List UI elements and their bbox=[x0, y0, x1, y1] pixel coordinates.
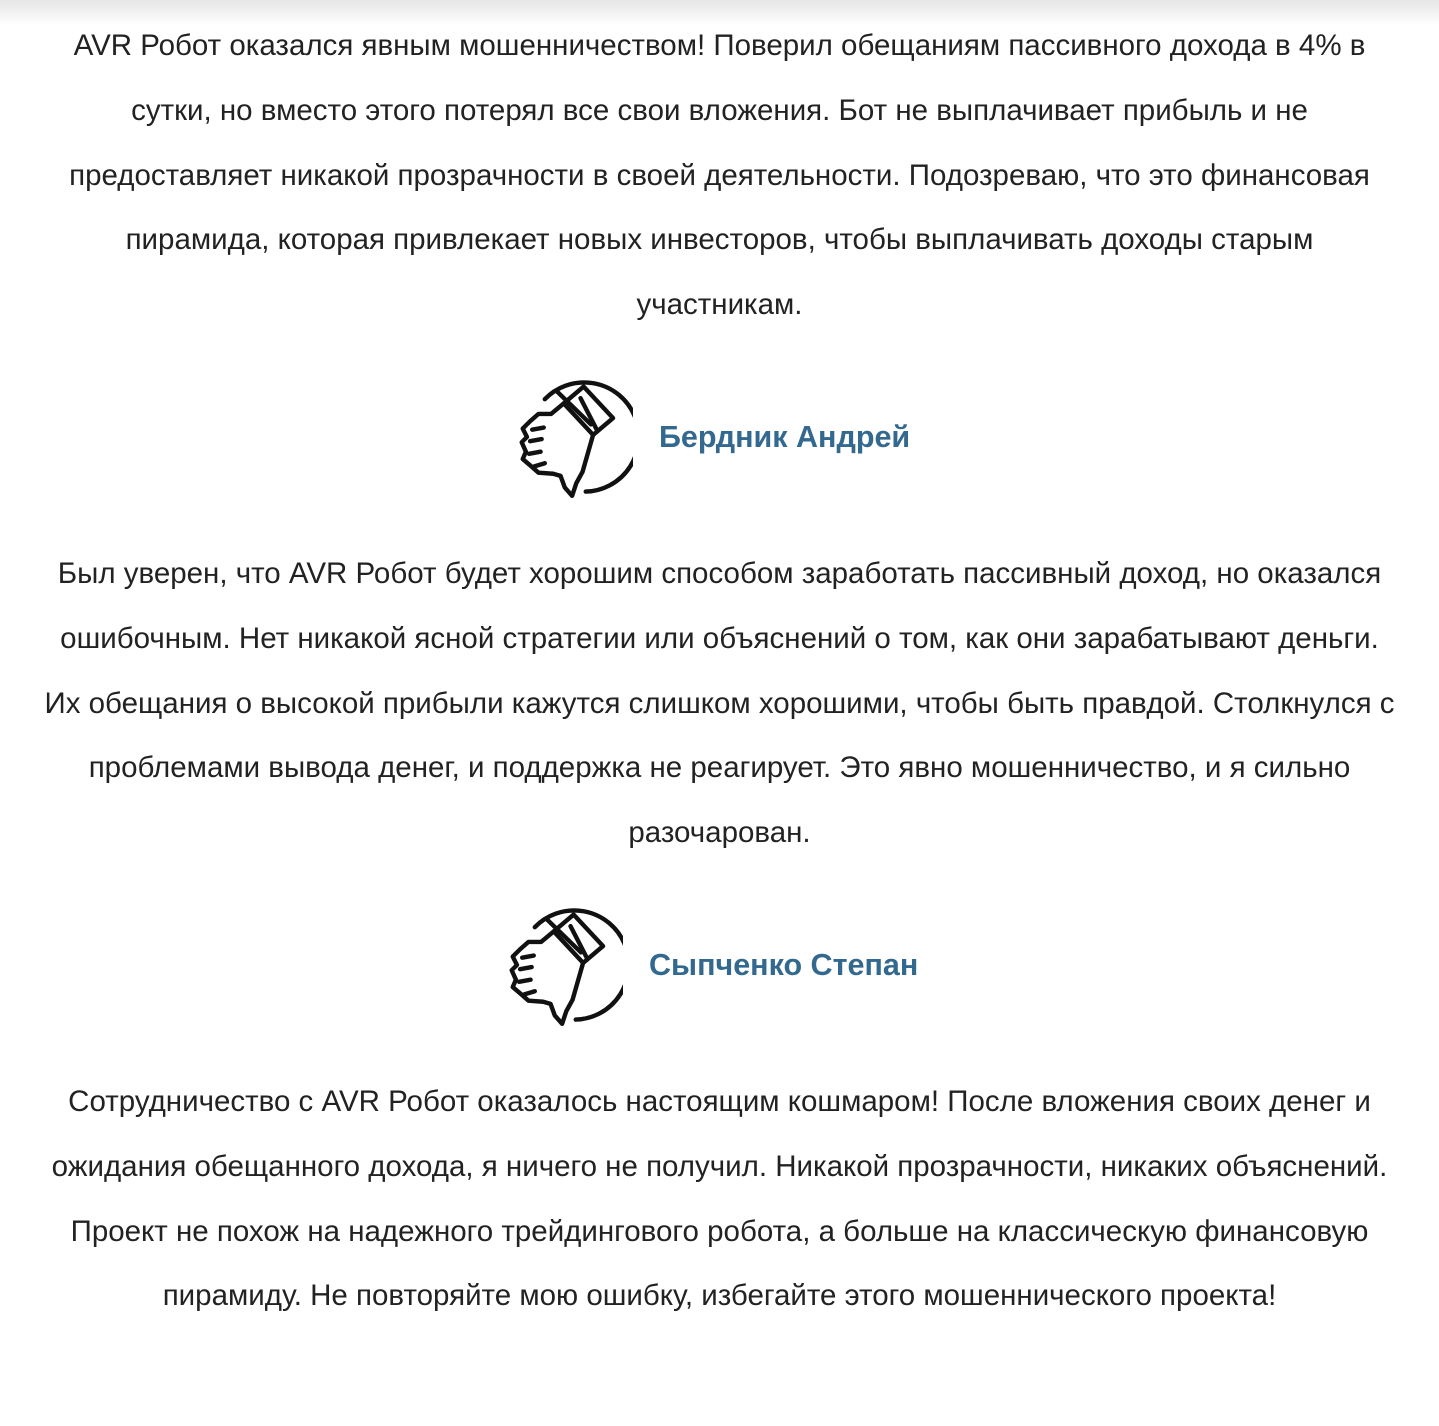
author-name: Сыпченко Степан bbox=[649, 947, 919, 982]
review-text: Был уверен, что AVR Робот будет хорошим способом заработать пассивный доход, но оказался ошибочным. Нет никакой ясной стратегии или объяснений о том, как они зарабатывают деньги. Их обещания о высокой прибыли кажутся слишком хорошими, чтобы быть правдой. Столкнулся с проблемами вывода денег, и поддержка не реагирует. Это явно мошенничество, и я сильно разочарован. bbox=[44, 557, 1395, 850]
review-text: AVR Робот оказался явным мошенничеством! Поверил обещаниям пассивного дохода в 4% в сутки, но вместо этого потерял все свои вложения. Бот не выплачивает прибыль и не предоставляет никакой прозрачности в своей деятельности. Подозреваю, что это финансовая пирамида, которая привлекает новых инвесторов, чтобы выплачивать доходы старым участникам. bbox=[69, 29, 1370, 322]
review-author bbox=[497, 900, 918, 1030]
author-name: Бердник Андрей bbox=[659, 419, 911, 454]
review-author bbox=[507, 372, 910, 502]
review-text: Сотрудничество с AVR Робот оказалось настоящим кошмаром! После вложения своих денег и ожидания обещанного дохода, я ничего не получил. Никакой прозрачности, никаких объяснений. Проект не похож на надежного трейдингового робота, а больше на классическую финансовую пирамиду. Не повторяйте мою ошибку, избегайте этого мошеннического проекта! bbox=[51, 1085, 1388, 1313]
thumbs-down-icon bbox=[497, 902, 623, 1028]
thumbs-down-icon bbox=[507, 374, 633, 500]
